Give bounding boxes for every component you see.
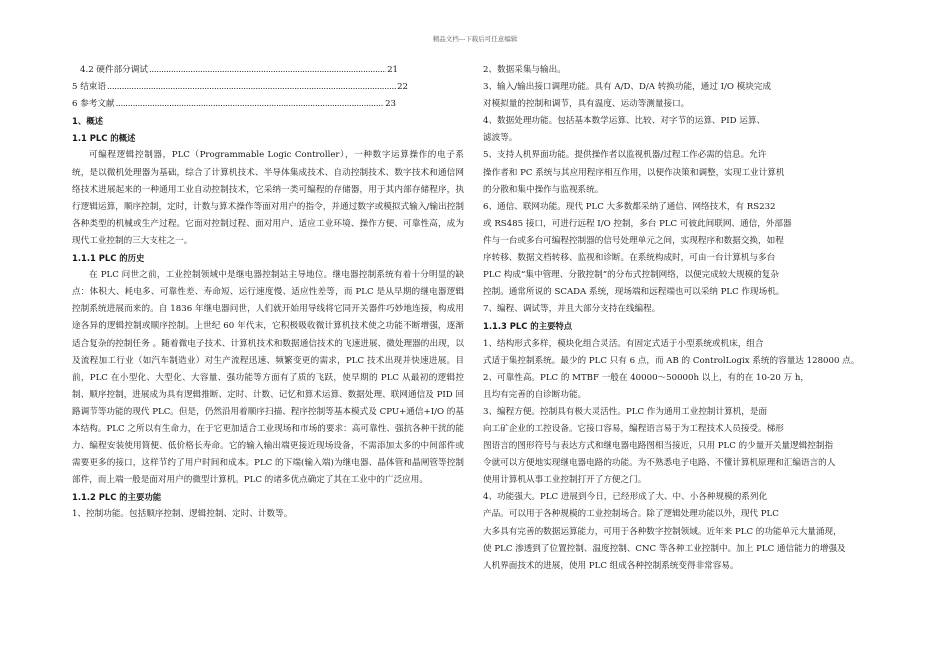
toc-leader	[116, 96, 384, 113]
toc-label: 6 参考文献	[72, 99, 115, 110]
toc-page-number: 21	[387, 65, 398, 75]
text-line: 令就可以方便地实现继电器电路的功能。为不熟悉电子电路、不懂计算机原理和汇编语言的人	[483, 458, 836, 469]
text-line: 4、数据处理功能。包括基本数学运算、比较、对字节的运算、PID 运算、	[483, 116, 766, 127]
text-line: 人机界面技术的进展，使用 PLC 组成各种控制系统变得非常容易。	[483, 560, 739, 571]
page-header: 精品文档---下载后可任意编辑	[432, 35, 518, 43]
text-line: 6、通信、联网功能。现代 PLC 大多数都采纳了通信、网络技术，有 RS232	[483, 201, 776, 212]
text-line: 1、结构形式多样，模块化组合灵活。有固定式适于小型系统或机床，组合	[483, 338, 764, 349]
paragraph-overview: 可编程逻辑控制器，PLC（Programmable Logic Controller），一种数字运算操作的电子系统，是以微机处理器为基础，综合了计算机技术、半导体集成技术、自动控制技术、数字技术和通信网络技术进展起来的一种通用工业自动控制技术，它采纳一类可编程的存储器，用于其内部存储程序，执行逻辑运算，顺序控制，定时，计数与算术操作等面对用户的指令，并通过数字或模拟式输入/输出控制各种类型的机械或生产过程。它面对控制过程、面对用户、适应工业环境、操作方便、可靠性高，成为现代工业控制的三大支柱之一。	[72, 150, 464, 246]
paragraph-history: 在 PLC 问世之前，工业控制领域中是继电器控制站主导地位。继电器控制系统有着十分明显的缺点：体积大、耗电多、可靠性差、寿命短、运行速度慢、适应性差等，而 PLC 是从早期的继电器逻辑控制系统进展而来的。自 1836 年继电器问世，人们就开始用导线将它同开关器件巧妙地连接，构成用途各异的逻辑控制或顺序控制。上世纪 60 年代末，它积极吸收微计算机技术使之功能不断增强，逐渐适合复杂的控制任务 。随着微电子技术、计算机技术和数据通信技术的飞速进展、微处理器的出现，以及流程加工行业（如汽车制造业）对生产流程迅速、频繁变更的需求，PLC 技术出现并快速进展。目前，PLC 在小型化、大型化、大容量、强功能等方面有了质的飞跃，使早期的 PLC 从最初的逻辑控制、顺序控制，进展成为具有逻辑推断、定时、计数、记忆和算术运算、数据处理、联网通信及 PID 回路调节等功能的现代 PLC。但是，仍然沿用着顺序扫描、程序控制等基本模式及 CPU+通信+I/O 的基本结构。PLC 之所以有生命力，在于它更加适合工业现场和市场的要求：高可靠性、强抗各种干扰的能力、编程安装使用简便、低价格长寿命。它的输入输出端更接近现场设备，不需添加太多的中间部件或需要更多的接口，这样节约了用户时间和成本。PLC 的下端(输入端)为继电器、晶体管和晶闸管等控制部件，而上端一般是面对用户的微型计算机。PLC 的诸多优点确定了其在工业中的广泛应用。	[72, 270, 464, 486]
text-line: 操作者和 PC 系统与其应用程序相互作用，以便作决策和调整，实现工业计算机	[483, 167, 785, 178]
text-line: 5、支持人机界面功能。提供操作者以监视机器/过程工作必需的信息。允许	[483, 150, 767, 161]
toc-entry[interactable]	[72, 79, 464, 96]
text-line: 大多具有完善的数据运算能力，可用于各种数字控制领域。近年来 PLC 的功能单元大量涌现，	[483, 526, 842, 537]
right-column	[483, 62, 879, 575]
section-heading-plc-overview: 1.1 PLC 的概述	[72, 133, 136, 144]
text-line: 向工矿企业的工控设备。它接口容易，编程语言易于为工程技术人员接受。梯形	[483, 423, 784, 434]
text-line: 产品。可以用于各种规模的工业控制场合。除了逻辑处理功能以外，现代 PLC	[483, 509, 779, 520]
section-heading-overview: 1、概述	[72, 116, 103, 127]
text-line: 图语言的图形符号与表达方式和继电器电路图相当接近，只用 PLC 的少量开关量逻辑控制指	[483, 441, 834, 452]
section-heading-features: 1.1.3 PLC 的主要特点	[483, 321, 573, 332]
text-line: 件与一台或多台可编程控制器的信号处理单元之间，实现程序和数据交换，如程	[483, 235, 784, 246]
toc-page-number: 23	[385, 99, 396, 110]
toc-leader	[149, 62, 386, 79]
toc-leader	[107, 79, 396, 96]
text-line: 式适于集控制系统。最少的 PLC 只有 6 点，而 AB 的 ControlLogix 系统的容量达 128000 点。	[483, 355, 860, 366]
text-line: 2、可靠性高。PLC 的 MTBF 一般在 40000～50000h 以上，有的在 10-20 万 h，	[483, 372, 809, 383]
section-heading-functions: 1.1.2 PLC 的主要功能	[72, 492, 162, 503]
toc-page-number: 22	[397, 82, 408, 93]
text-line: 且均有完善的自诊断功能。	[483, 389, 587, 400]
toc-entry[interactable]	[72, 62, 464, 79]
text-line: 7、编程、调试等，并且大部分支持在线编程。	[483, 304, 661, 315]
text-line: 控制。通常所说的 SCADA 系统，现场端和远程端也可以采纳 PLC 作现场机。	[483, 287, 785, 298]
section-heading-history: 1.1.1 PLC 的历史	[72, 253, 145, 264]
left-column	[72, 62, 464, 524]
toc-label: 5 结束语	[72, 82, 106, 93]
text-line: 使 PLC 渗透到了位置控制、温度控制、CNC 等各种工业控制中。加上 PLC 通信能力的增强及	[483, 543, 846, 554]
text-line: 3、编程方便。控制具有极大灵活性。PLC 作为通用工业控制计算机，是面	[483, 406, 768, 417]
text-line: 3、输入/输出接口调理功能。具有 A/D、D/A 转换功能，通过 I/O 模块完成	[483, 82, 772, 93]
text-line: 对模拟量的控制和调节，具有温度、运动等测量接口。	[483, 99, 690, 110]
text-line: 滤波等。	[483, 133, 518, 144]
text-line: PLC 构成“集中管理、分散控制”的分布式控制网络，以便完成较大规模的复杂	[483, 270, 779, 281]
text-line: 或 RS485 接口，可进行远程 I/O 控制，多台 PLC 可彼此间联网、通信，外部器	[483, 218, 792, 229]
toc-entry[interactable]	[72, 96, 464, 113]
text-line: 序转移、数据文档转移、监视和诊断。在系统构成时，可由一台计算机与多台	[483, 253, 776, 264]
text-line: 2、数据采集与输出。	[483, 65, 566, 75]
text-line: 4、功能强大。PLC 进展到今日，已经形成了大、中、小各种规模的系列化	[483, 492, 768, 503]
text-line: 的分散和集中操作与监视系统。	[483, 184, 604, 195]
toc-label: 4.2 硬件部分调试	[80, 65, 148, 75]
function-item: 1、控制功能。包括顺序控制、逻辑控制、定时、计数等。	[72, 509, 293, 520]
text-line: 使用计算机从事工业控制打开了方便之门。	[483, 475, 647, 486]
